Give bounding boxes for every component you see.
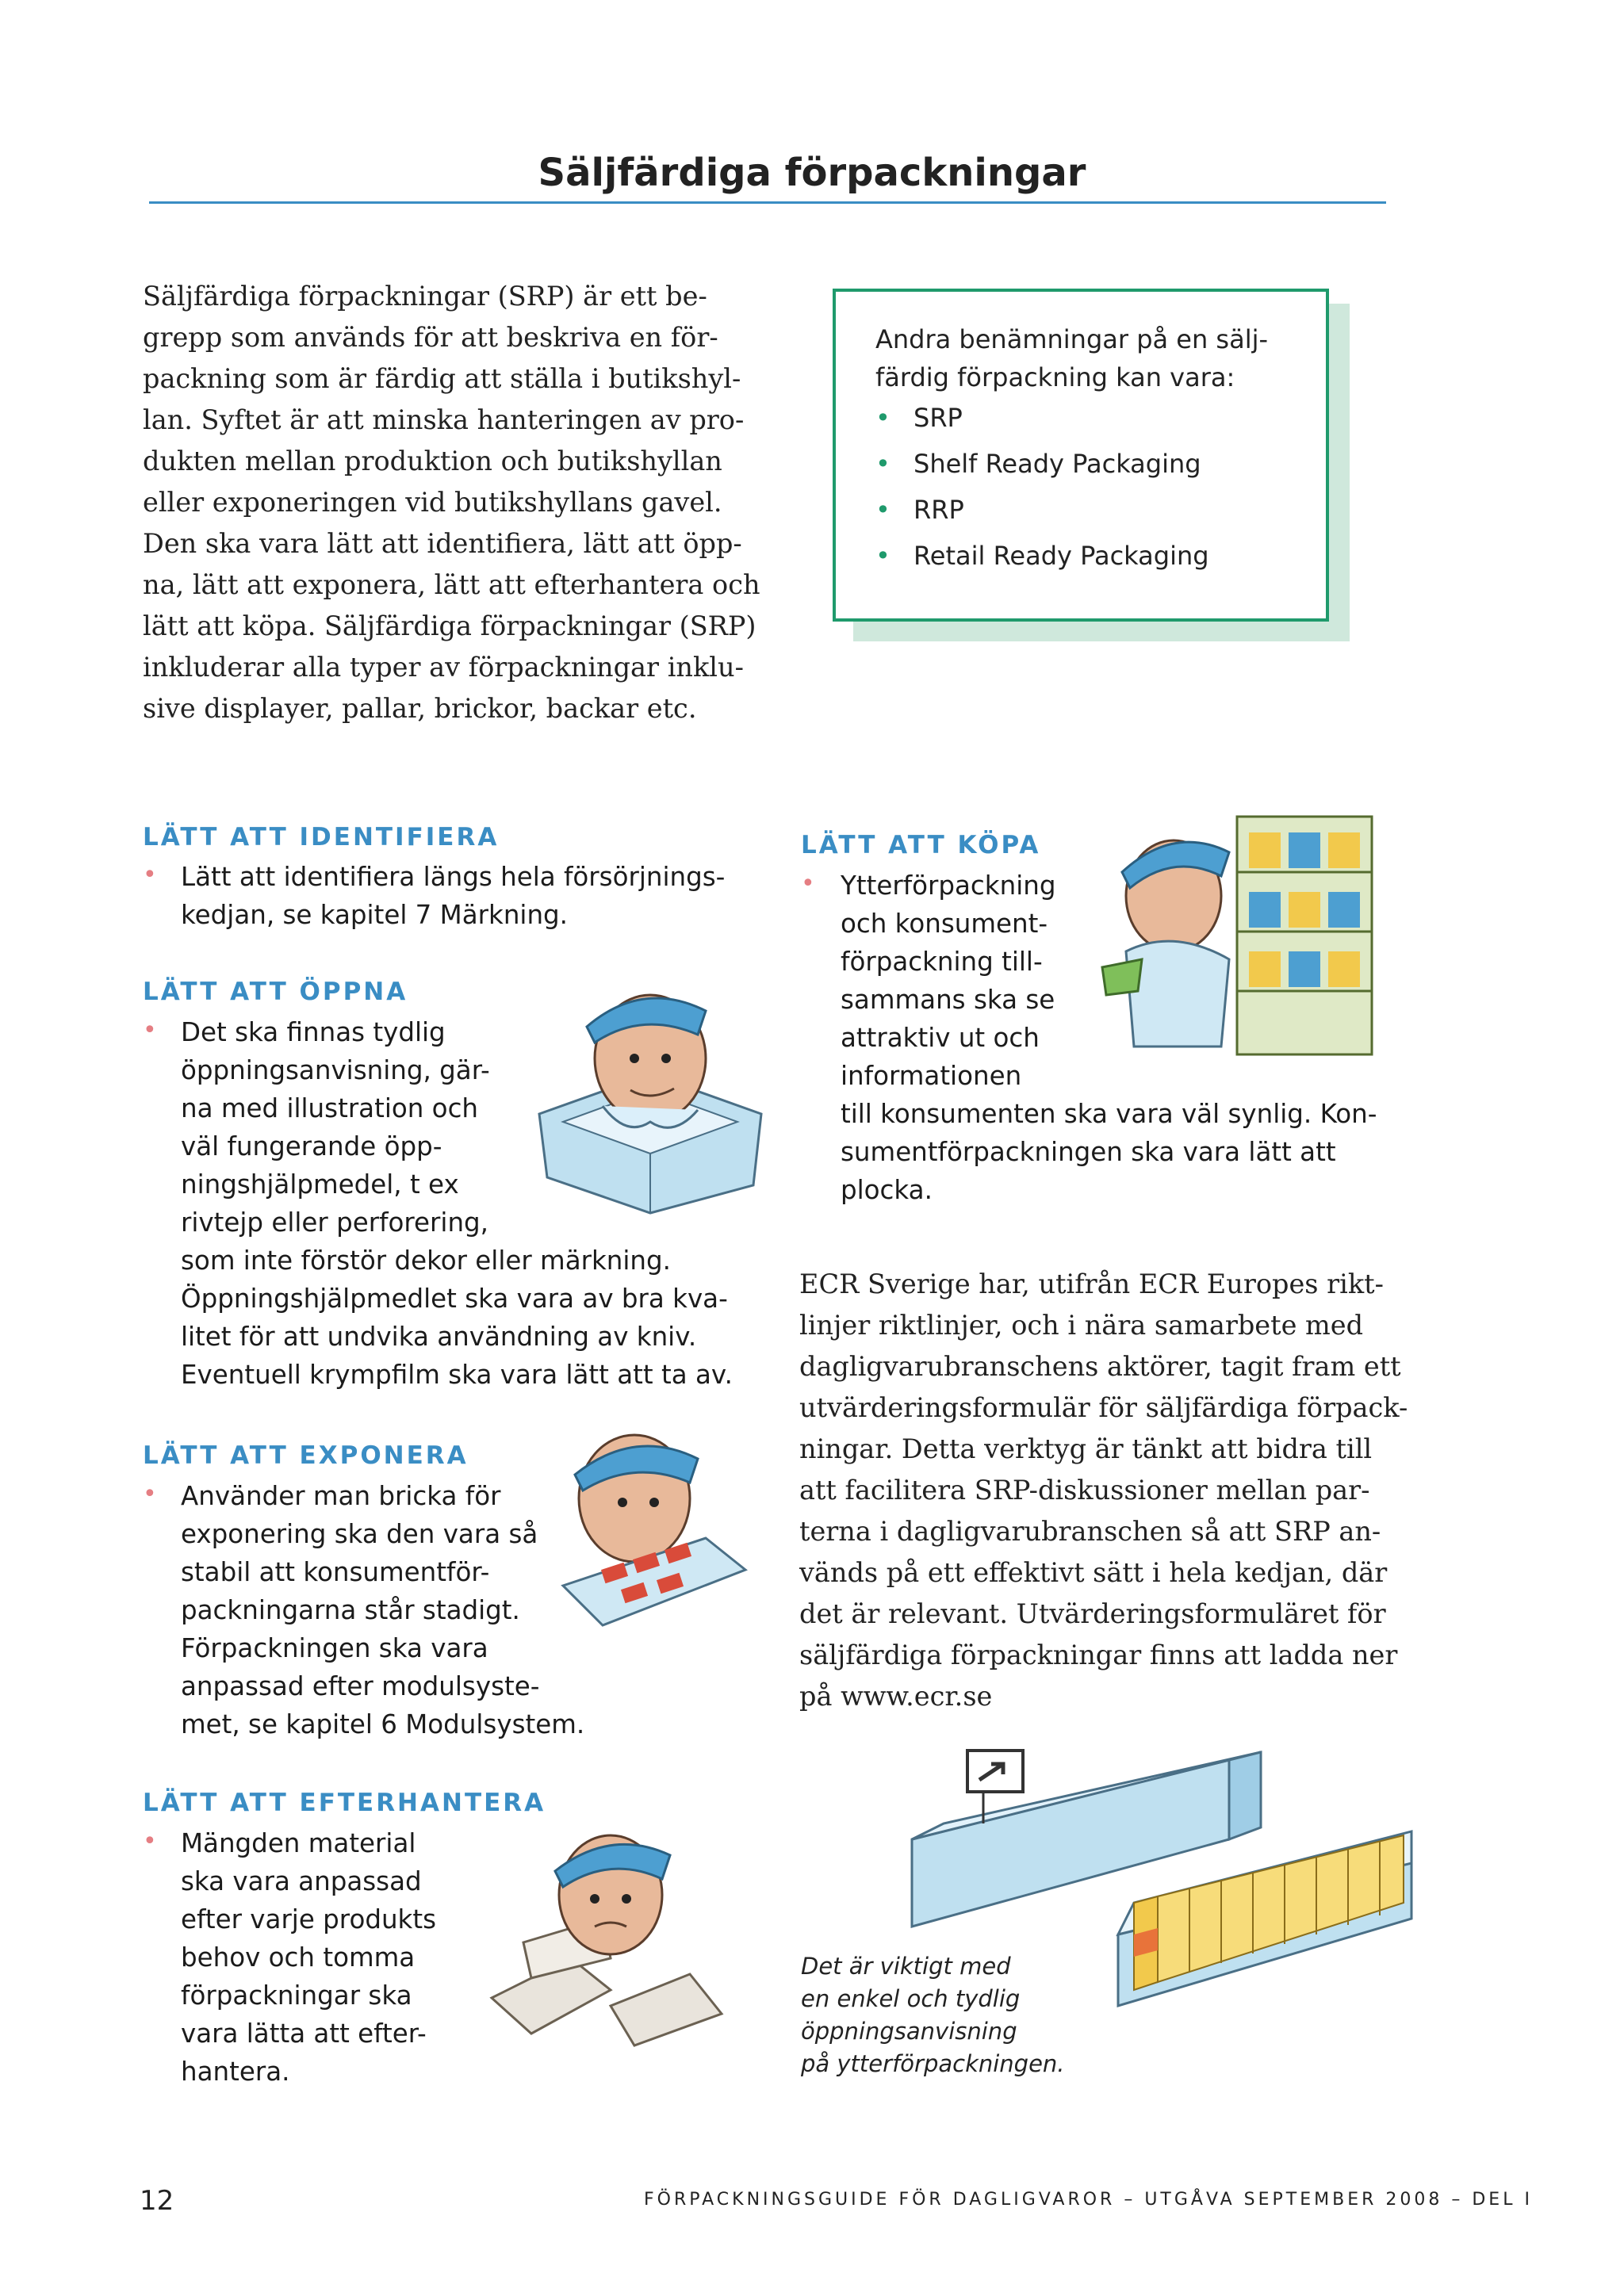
names-box-intro-line: Andra benämningar på en sälj- — [875, 324, 1269, 354]
section-heading-identify: LÄTT ATT IDENTIFIERA — [143, 823, 500, 851]
section-heading-expose: LÄTT ATT EXPONERA — [143, 1441, 469, 1470]
opening-package-illustration — [531, 971, 769, 1217]
names-box-item: • SRP — [875, 403, 963, 433]
section-text-buy: Ytterförpackning och konsument- förpackning till- sammans ska se attraktiv ut och informationen till konsumenten ska vara väl synlig. Kon- sumentförpackningen ska vara lätt att plocka. — [841, 871, 1377, 1205]
page-number: 12 — [140, 2185, 174, 2217]
intro-line: lan. Syftet är att minska hanteringen av pro- — [143, 404, 745, 435]
section-text-open: Det ska finnas tydlig öppningsanvisning, gär- na med illustration och väl fungerande öpp- ningshjälpmedel, t ex rivtejp eller perforering, som inte förstör dekor eller märkning. Öppningshjälpmedlet ska vara av bra kva- litet för att undvika användning av kniv. Eventuell krympfilm ska vara lätt att ta av. — [181, 1017, 733, 1390]
intro-line: dukten mellan produktion och butikshyllan — [143, 446, 722, 476]
ecr-line: dagligvarubranschens aktörer, tagit fram ett — [799, 1351, 1401, 1382]
intro-line: Säljfärdiga förpackningar (SRP) är ett be- — [143, 281, 707, 312]
bullet-icon: • — [143, 861, 157, 889]
intro-line: grepp som används för att beskriva en för- — [143, 322, 718, 353]
running-footer: FÖRPACKNINGSGUIDE FÖR DAGLIGVAROR – UTGÅVA SEPTEMBER 2008 – DEL I — [644, 2190, 1533, 2210]
ecr-line: ningar. Detta verktyg är tänkt att bidra till — [799, 1433, 1373, 1464]
ecr-line: på www.ecr.se — [799, 1681, 993, 1712]
bullet-icon: • — [875, 495, 891, 525]
intro-line: packning som är färdig att ställa i butikshyl- — [143, 363, 741, 394]
ecr-line: att facilitera SRP-diskussioner mellan par- — [799, 1475, 1370, 1506]
names-box-item: • RRP — [875, 495, 964, 525]
names-box-intro — [875, 320, 1268, 396]
section-heading-buy: LÄTT ATT KÖPA — [801, 831, 1041, 859]
ecr-line: linjer riktlinjer, och i nära samarbete med — [799, 1310, 1364, 1341]
title-underline — [149, 201, 1386, 204]
intro-line: eller exponeringen vid butikshyllans gavel. — [143, 487, 722, 518]
ecr-line: ECR Sverige har, utifrån ECR Europes rikt- — [799, 1269, 1384, 1299]
intro-line: inkluderar alla typer av förpackningar inklu- — [143, 652, 744, 683]
section-text-expose: Använder man bricka för exponering ska den vara så stabil att konsumentför- packningarna står stadigt. Förpackningen ska vara anpassad efter modulsyste- met, se kapitel 6 Modulsystem. — [181, 1481, 585, 1739]
intro-line: sive displayer, pallar, brickor, backar etc. — [143, 693, 697, 724]
ecr-line: det är relevant. Utvärderingsformuläret för — [799, 1598, 1386, 1629]
tray-display-illustration — [547, 1427, 753, 1665]
names-box-item: • Shelf Ready Packaging — [875, 449, 1201, 479]
bullet-icon: • — [875, 541, 891, 571]
section-heading-open: LÄTT ATT ÖPPNA — [143, 978, 408, 1006]
names-box-item: • Retail Ready Packaging — [875, 541, 1209, 571]
intro-paragraph — [143, 276, 760, 729]
section-text-after: Mängden material ska vara anpassad efter varje produkts behov och tomma förpackningar ska vara lätta att efter- hantera. — [181, 1828, 437, 2087]
section-heading-after: LÄTT ATT EFTERHANTERA — [143, 1789, 546, 1817]
section-text-identify: Lätt att identifiera längs hela försörjnings- kedjan, se kapitel 7 Märkning. — [181, 862, 726, 930]
ecr-line: utvärderingsformulär för säljfärdiga förpack- — [799, 1392, 1408, 1423]
page-title: Säljfärdiga förpackningar — [538, 151, 1086, 195]
bullet-icon: • — [801, 870, 815, 897]
shopper-at-shelf-illustration — [1094, 809, 1388, 1070]
names-box-intro-line: färdig förpackning kan vara: — [875, 362, 1235, 392]
discarded-packaging-illustration — [476, 1823, 737, 2061]
intro-line: na, lätt att exponera, lätt att efterhantera och — [143, 569, 760, 600]
ecr-line: terna i dagligvarubranschen så att SRP an- — [799, 1516, 1381, 1547]
bullet-icon: • — [875, 449, 891, 479]
ecr-line: vänds på ett effektivt sätt i hela kedjan, där — [799, 1557, 1388, 1588]
bullet-icon: • — [143, 1827, 157, 1855]
intro-line: lätt att köpa. Säljfärdiga förpackningar (SRP) — [143, 610, 756, 641]
ecr-line: säljfärdiga förpackningar finns att ladda ner — [799, 1640, 1398, 1670]
image-caption: Det är viktigt med en enkel och tydlig öppningsanvisning på ytterförpackningen. — [801, 1953, 1065, 2077]
bullet-icon: • — [143, 1480, 157, 1508]
ecr-paragraph — [799, 1264, 1408, 1717]
bullet-icon: • — [875, 403, 891, 433]
intro-line: Den ska vara lätt att identifiera, lätt att öpp- — [143, 528, 742, 559]
bullet-icon: • — [143, 1016, 157, 1044]
